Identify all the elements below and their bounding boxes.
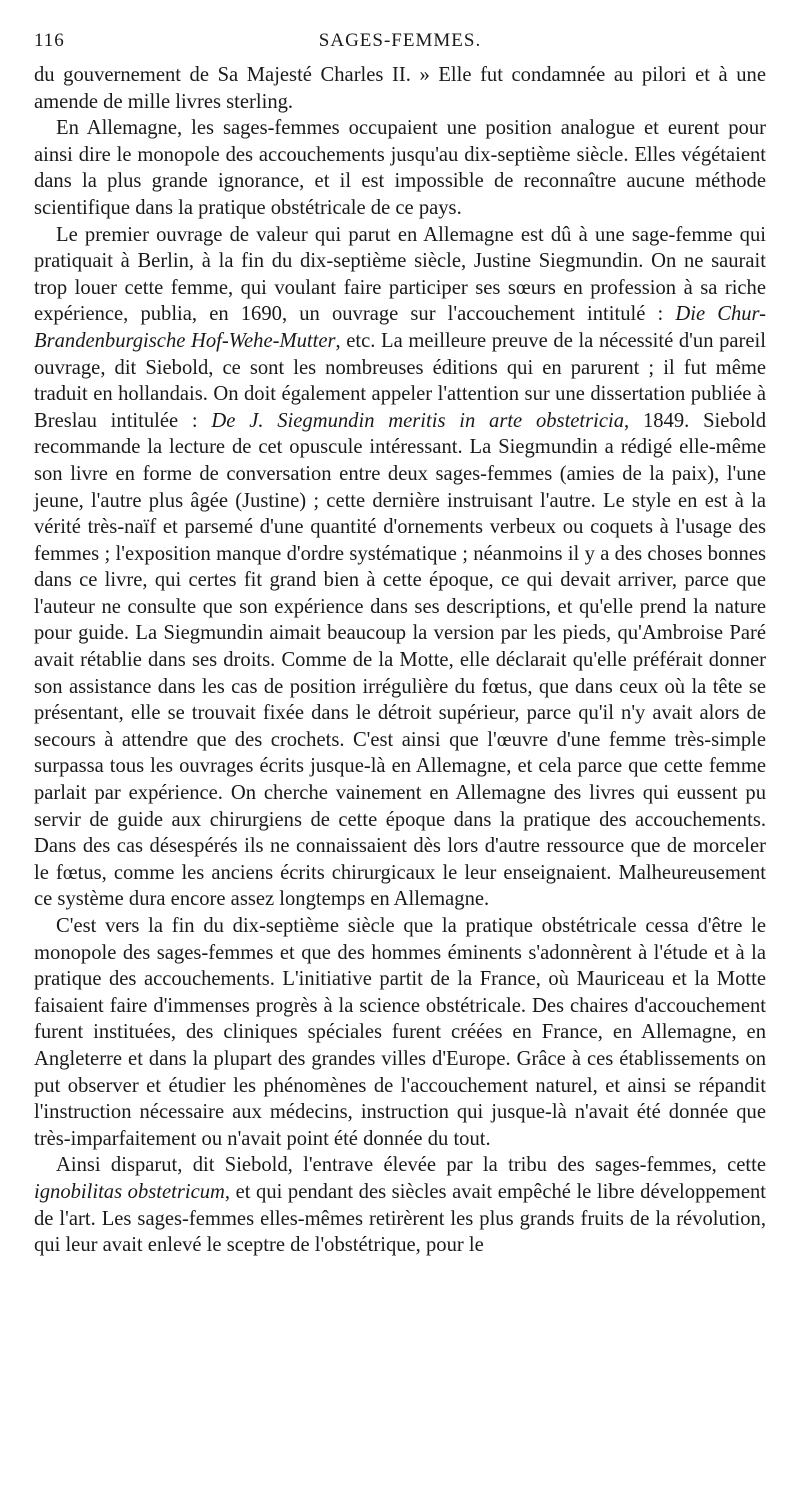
paragraph (34, 222, 766, 913)
body-text (34, 62, 766, 1259)
book-page (34, 24, 766, 1259)
text-run: Le premier ouvrage de valeur qui parut en Allemagne est dû à une sage-femme qui pratiquait à Berlin, à la fin du dix-septième siècle, Justine Siegmundin. On ne saurait trop louer cette femme, qui voulant faire participer ses sœurs en profession à sa riche expérience, publia, en 1690, un ouvrage sur l'accouchement intitulé : (34, 223, 766, 326)
paragraph (34, 115, 766, 221)
paragraph (34, 1152, 766, 1258)
running-head (34, 24, 766, 54)
text-run: , etc. La meilleure preuve de la nécessité d'un pareil ouvrage, dit Siebold, ce sont les nombreuses éditions qui en parurent ; il fut même traduit en hollandais. On doit également appeler l'attention sur une dissertation publiée à Breslau intitulée : (34, 329, 766, 432)
italic-title: Die Chur-Brandenburgische Hof-Wehe-Mutter (34, 303, 766, 352)
italic-title: De J. Siegmundin meritis in arte obstetricia (211, 409, 625, 432)
paragraph (34, 913, 766, 1152)
paragraph (34, 62, 766, 115)
text-run: En Allemagne, les sages-femmes occupaient une position analogue et eurent pour ainsi dire le monopole des accouchements jusqu'au dix-septième siècle. Elles végétaient dans la plus grande ignorance, et il est impossible de reconnaître aucune méthode scientifique dans la pratique obstétricale de ce pays. (34, 117, 766, 219)
text-run: , et qui pendant des siècles avait empêché le libre développement de l'art. Les sages-femmes elles-mêmes retirèrent les plus grands fruits de la révolution, qui leur avait enlevé le sceptre de l'obstétrique, pour le (34, 1180, 766, 1257)
italic-title: ignobilitas obstetricum (34, 1180, 225, 1203)
text-run: du gouvernement de Sa Majesté Charles II. » Elle fut condamnée au pilori et à une amende de mille livres sterling. (34, 64, 766, 113)
running-title: SAGES-FEMMES. (318, 30, 482, 51)
page-number: 116 (34, 30, 65, 51)
text-run: Ainsi disparut, dit Siebold, l'entrave élevée par la tribu des sages-femmes, cette (56, 1154, 766, 1177)
text-run: C'est vers la fin du dix-septième siècle que la pratique obstétricale cessa d'être le monopole des sages-femmes et que des hommes éminents s'adonnèrent à l'étude et à la pratique des accouchements. L'initiative partit de la France, où Mauriceau et la Motte faisaient faire d'immenses progrès à la science obstétricale. Des chaires d'accouchement furent instituées, des cliniques spéciales furent créées en France, en Allemagne, en Angleterre et dans la plupart des grandes villes d'Europe. Grâce à ces établissements on put observer et étudier les phénomènes de l'accouchement naturel, et ainsi se répandit l'instruction nécessaire aux médecins, instruction qui jusque-là n'avait été donnée que très-imparfaitement ou n'avait point été donnée du tout. (34, 915, 766, 1150)
text-run: , 1849. Siebold recommande la lecture de cet opuscule intéressant. La Siegmundin a rédigé elle-même son livre en forme de conversation entre deux sages-femmes (amies de la paix), l'une jeune, l'autre plus âgée (Justine) ; cette dernière instruisant l'autre. Le style en est à la vérité très-naïf et parsemé d'une quantité d'ornements verbeux ou coquets à l'usage des femmes ; l'exposition manque d'ordre systématique ; néanmoins il y a des choses bonnes dans ce livre, qui certes fit grand bien à cette époque, ce qui devait arriver, parce que l'auteur ne consulte que son expérience dans ses descriptions, et qu'elle prend la nature pour guide. La Siegmundin aimait beaucoup la version par les pieds, qu'Ambroise Paré avait rétablie dans ses droits. Comme de la Motte, elle déclarait qu'elle préférait donner son assistance dans les cas de position irrégulière du fœtus, que dans ceux où la tête se présentant, elle se trouvait fixée dans le détroit supérieur, parce qu'il n'y avait alors de secours à attendre que des crochets. C'est ainsi que l'œuvre d'une femme très-simple surpassa tous les ouvrages écrits jusque-là en Allemagne, et cela parce que cette femme parlait par expérience. On cherche vainement en Allemagne des livres qui eussent pu servir de guide aux chirurgiens de cette époque dans la pratique des accouchements. Dans des cas désespérés ils ne connaissaient dès lors d'autre ressource que de morceler le fœtus, comme les anciens écrits chirurgicaux le leur enseignaient. Malheureusement ce système dura encore assez longtemps en Allemagne. (34, 409, 766, 911)
